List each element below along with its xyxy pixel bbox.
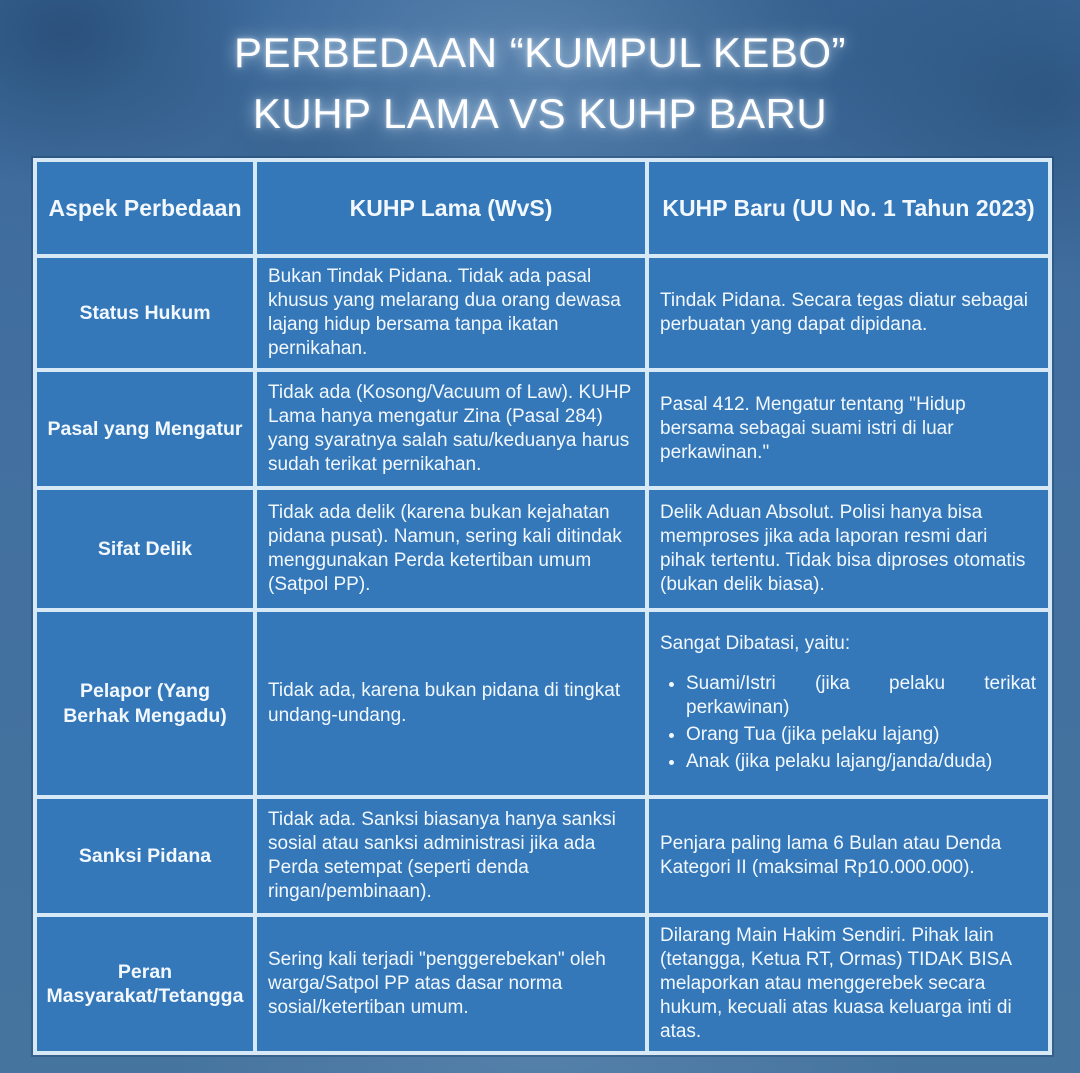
- header-cell-kuhp-lama: KUHP Lama (WvS): [255, 160, 647, 256]
- header-cell-aspek: Aspek Perbedaan: [35, 160, 255, 256]
- page-title: [0, 0, 1080, 144]
- baru-cell: Dilarang Main Hakim Sendiri. Pihak lain (tetangga, Ketua RT, Ormas) TIDAK BISA melaporkan atau menggerebek secara hukum, kecuali atas kuasa keluarga inti di atas.: [647, 915, 1050, 1053]
- table-row: [35, 488, 1050, 610]
- bullet-item: • Orang Tua (jika pelaku lajang): [686, 723, 1036, 747]
- lama-cell: Sering kali terjadi "penggerebekan" oleh warga/Satpol PP atas dasar norma sosial/ketertiban umum.: [255, 915, 647, 1053]
- table-row: [35, 915, 1050, 1053]
- header-cell-kuhp-baru: KUHP Baru (UU No. 1 Tahun 2023): [647, 160, 1050, 256]
- table-header-row: [35, 160, 1050, 256]
- lama-cell: Tidak ada (Kosong/Vacuum of Law). KUHP Lama hanya mengatur Zina (Pasal 284) yang syaratnya salah satu/keduanya harus sudah terikat pernikahan.: [255, 370, 647, 488]
- baru-cell: [647, 610, 1050, 797]
- page-title-line1: PERBEDAAN “KUMPUL KEBO”: [233, 29, 847, 76]
- lama-cell: Tidak ada, karena bukan pidana di tingkat undang-undang.: [255, 610, 647, 797]
- lama-cell: Bukan Tindak Pidana. Tidak ada pasal khusus yang melarang dua orang dewasa lajang hidup bersama tanpa ikatan pernikahan.: [255, 256, 647, 370]
- baru-cell-intro: Sangat Dibatasi, yaitu:: [660, 632, 851, 654]
- baru-cell: Penjara paling lama 6 Bulan atau Denda Kategori II (maksimal Rp10.000.000).: [647, 797, 1050, 915]
- aspect-cell: Pelapor (Yang Berhak Mengadu): [35, 610, 255, 797]
- bullet-item: • Anak (jika pelaku lajang/janda/duda): [686, 750, 1036, 774]
- aspect-cell: Sanksi Pidana: [35, 797, 255, 915]
- aspect-cell: Pasal yang Mengatur: [35, 370, 255, 488]
- page-title-line2: KUHP LAMA VS KUHP BARU: [252, 90, 828, 137]
- table-row: [35, 797, 1050, 915]
- baru-bullet-list: [660, 672, 1036, 775]
- aspect-cell: Peran Masyarakat/Tetangga: [35, 915, 255, 1053]
- baru-cell: Pasal 412. Mengatur tentang "Hidup bersama sebagai suami istri di luar perkawinan.": [647, 370, 1050, 488]
- table-row: [35, 610, 1050, 797]
- lama-cell: Tidak ada. Sanksi biasanya hanya sanksi sosial atau sanksi administrasi jika ada Perda setempat (seperti denda ringan/pembinaan).: [255, 797, 647, 915]
- aspect-cell: Status Hukum: [35, 256, 255, 370]
- baru-cell: Delik Aduan Absolut. Polisi hanya bisa memproses jika ada laporan resmi dari pihak tertentu. Tidak bisa diproses otomatis (bukan delik biasa).: [647, 488, 1050, 610]
- bullet-item: • Suami/Istri (jika pelaku terikat perkawinan): [686, 672, 1036, 720]
- baru-cell: Tindak Pidana. Secara tegas diatur sebagai perbuatan yang dapat dipidana.: [647, 256, 1050, 370]
- aspect-cell: Sifat Delik: [35, 488, 255, 610]
- comparison-table: [33, 158, 1052, 1055]
- lama-cell: Tidak ada delik (karena bukan kejahatan pidana pusat). Namun, sering kali ditindak menggunakan Perda ketertiban umum (Satpol PP).: [255, 488, 647, 610]
- table-row: [35, 256, 1050, 370]
- table-row: [35, 370, 1050, 488]
